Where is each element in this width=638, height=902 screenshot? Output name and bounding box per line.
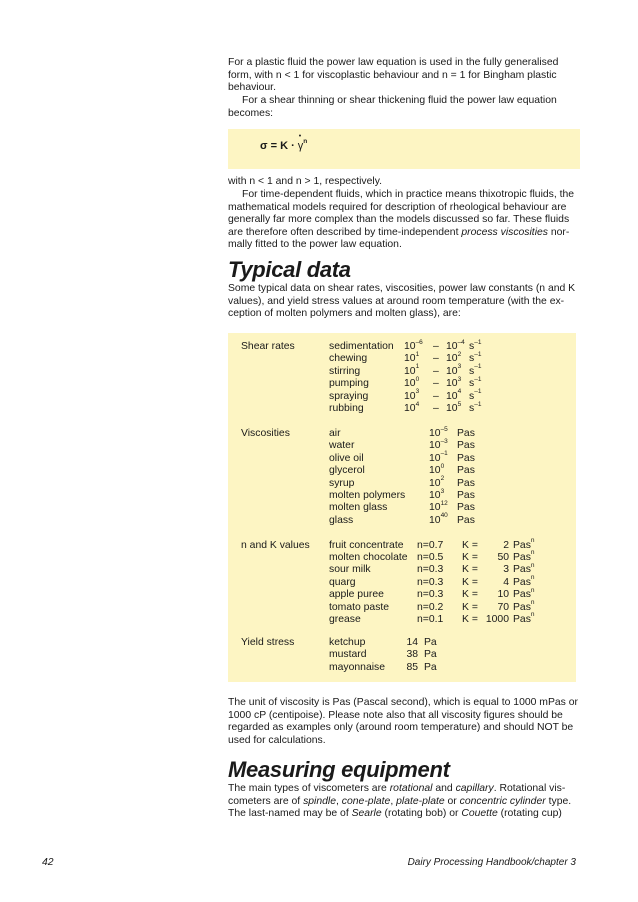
viscosity-unit-paragraph: The unit of viscosity is Pas (Pascal second), which is equal to 1000 mPas or 1000 cP (centipoise). Please note also that all viscosity figures should be regarded as examples only (around room temperature) and should NOT be used for calculations. [228,697,578,746]
viscosity-value: $10^{-1}$ [429,450,448,464]
item-name: molten chocolate [329,551,408,563]
k-equals: K = [462,551,478,563]
formula-box [228,129,580,169]
n-value: n=0.2 [417,601,444,613]
range-low: $10^0$ [404,375,420,390]
viscosity-unit: Pas [457,514,475,526]
k-unit: Pas$^n$ [513,549,535,563]
viscosity-value: $10^{-5}$ [429,425,448,439]
item-name: spraying [329,390,369,402]
k-value: 4 [503,576,509,588]
viscosity-unit: Pas [457,465,475,477]
range-low: $10^{-6}$ [404,338,423,352]
viscosity-unit: Pas [457,477,475,489]
k-value: 50 [497,551,509,563]
table-row [228,537,576,552]
table-row [228,425,576,440]
range-unit: $s^{-1}$ [469,388,482,402]
table-row [228,574,576,589]
item-name: sedimentation [329,341,394,352]
viscosity-unit: Pas [457,502,475,514]
measuring-equipment-heading: Measuring equipment [228,757,450,782]
after-formula-paragraph-1: with n < 1 and n > 1, respectively. [228,176,383,187]
table-row [228,599,576,614]
n-value: n=0.7 [417,539,444,551]
viscosity-unit: Pas [457,440,475,452]
power-law-formula [260,140,307,152]
viscosity-unit: Pas [457,428,475,439]
sigma-symbol: σ [260,140,268,152]
table-row [228,450,576,465]
table-row [228,499,576,514]
table-row [228,549,576,564]
k-equals: K = [462,576,478,588]
item-name: molten polymers [329,490,406,501]
item-name: stirring [329,365,361,377]
range-unit: $s^{-1}$ [469,338,482,352]
k-unit: Pas$^n$ [513,537,535,551]
item-name: mayonnaise [329,661,386,673]
item-name: air [329,428,341,439]
range-dash: – [433,378,439,390]
intro-paragraph-2: For a shear thinning or shear thickening fluid the power law equation becomes: [228,95,557,119]
item-name: mustard [329,649,367,661]
range-high: $10^3$ [446,363,462,377]
yield-unit: Pa [424,661,437,673]
viscosity-unit: Pas [457,452,475,464]
k-equals: K = [462,613,478,625]
range-unit: $s^{-1}$ [469,363,482,377]
process-viscosities-term: process viscosities [461,226,548,238]
yield-value: 38 [406,649,418,661]
k-unit: Pas$^n$ [513,574,535,588]
measuring-equipment-paragraph: The main types of viscometers are rotational and capillary. Rotational vis-cometers are of spindle, cone-plate, plate-plate or concentric cylinder type. The last-named may be of Searle (rotating bob) or Couette (rotating cup) [228,783,572,820]
viscosity-unit: Pas [457,490,475,501]
book-title: Dairy Processing Handbook/chapter 3 [407,857,576,868]
k-equals: K = [462,539,478,551]
n-value: n=0.3 [417,589,444,601]
table-row [228,487,576,502]
range-low: $10^1$ [404,363,420,377]
k-value: 3 [503,564,509,576]
item-name: chewing [329,353,368,365]
item-name: ketchup [329,637,366,648]
range-low: $10^1$ [404,350,420,365]
section-label: Yield stress [241,637,295,648]
range-unit: $s^{-1}$ [469,400,482,414]
intro-paragraph-1: For a plastic fluid the power law equation is used in the fully generalised form, with n < 1 for viscoplastic behaviour and n = 1 for Bingham plastic behaviour. [228,57,559,94]
k-value: 70 [497,601,509,613]
item-name: fruit concentrate [329,539,404,551]
table-row [228,561,576,576]
yield-value: 14 [406,637,418,648]
range-high: $10^4$ [446,388,462,402]
table-row [228,512,576,527]
typical-data-heading: Typical data [228,257,351,282]
gamma-dot-symbol: • γ [298,140,304,152]
k-value: 1000 [485,613,509,625]
table-row [228,649,576,661]
k-unit: Pas$^n$ [513,611,535,625]
k-unit: Pas$^n$ [513,599,535,613]
range-dash: – [433,403,439,414]
yield-unit: Pa [424,637,437,648]
typical-data-intro: Some typical data on shear rates, viscosities, power law constants (n and K values), and yield stress values at around room temperature (with the ex-ception of molten polymers and molten glass), are: [228,283,576,320]
k-equals: K = [462,589,478,601]
table-row [228,375,576,390]
range-high: $10^5$ [446,400,462,414]
range-high: $10^2$ [446,350,462,365]
k-value: 2 [503,539,509,551]
typical-data-table [228,333,576,682]
section-label: Viscosities [241,428,290,439]
table-row [228,388,576,403]
item-name: quarg [329,576,356,588]
item-name: water [329,440,355,452]
table-row [228,400,576,415]
item-name: pumping [329,378,369,390]
k-unit: Pas$^n$ [513,586,535,601]
table-row [228,363,576,378]
yield-value: 85 [406,661,418,673]
item-name: grease [329,613,361,625]
item-name: glass [329,514,354,526]
n-value: n=0.3 [417,576,444,588]
table-row [228,475,576,490]
k-unit: Pas$^n$ [513,561,535,576]
table-row [228,611,576,626]
table-row [228,437,576,452]
n-value: n=0.5 [417,551,444,563]
viscosity-value: $10^{40}$ [429,512,448,526]
range-dash: – [433,341,439,352]
table-row [228,662,576,674]
item-name: tomato paste [329,601,390,613]
formula-equals-k: = K · [267,140,298,152]
range-high: $10^3$ [446,375,462,390]
viscosity-value: $10^2$ [429,475,445,489]
table-row [228,338,576,353]
range-low: $10^4$ [404,400,420,414]
item-name: rubbing [329,403,364,414]
table-row [228,462,576,477]
range-dash: – [433,390,439,402]
after-formula-paragraph-2: For time-dependent fluids, which in practice means thixotropic fluids, the mathematical models required for description of rheological behaviour are generally far more complex than the models discussed so far. These fluids are therefore often described by time-independent process viscosities nor-mally fitted to the power law equation. [228,189,575,251]
n-value: n=0.3 [417,564,444,576]
item-name: glycerol [329,465,365,477]
n-value: n=0.1 [417,613,444,625]
item-name: molten glass [329,502,388,514]
section-label: n and K values [241,539,310,551]
yield-unit: Pa [424,649,437,661]
item-name: apple puree [329,589,384,601]
formula-exponent: n [303,138,308,146]
viscosity-value: $10^0$ [429,462,445,477]
page-number: 42 [42,857,54,868]
range-unit: $s^{-1}$ [469,375,482,390]
table-row [228,637,576,649]
table-row [228,350,576,365]
k-equals: K = [462,564,478,576]
item-name: sour milk [329,564,371,576]
range-dash: – [433,365,439,377]
range-dash: – [433,353,439,365]
k-value: 10 [497,589,509,601]
item-name: syrup [329,477,355,489]
viscosity-value: $10^{12}$ [429,499,448,514]
viscosity-value: $10^3$ [429,487,445,501]
k-equals: K = [462,601,478,613]
item-name: olive oil [329,452,364,464]
section-label: Shear rates [241,341,295,352]
viscosity-value: $10^{-3}$ [429,437,448,452]
range-low: $10^3$ [404,388,420,402]
range-unit: $s^{-1}$ [469,350,482,365]
table-row [228,586,576,601]
range-high: $10^{-4}$ [446,338,465,352]
